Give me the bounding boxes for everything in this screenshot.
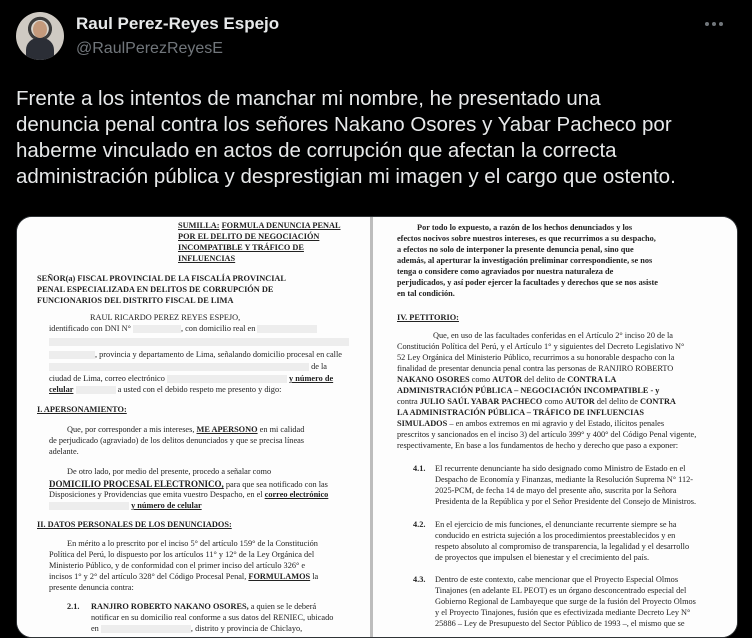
doc-text: y número de celular bbox=[131, 501, 202, 510]
tweet-line: haberme vinculado en actos de corrupción que afectan la correcta bbox=[16, 139, 617, 162]
doc-text: identificado con DNI N° bbox=[49, 324, 131, 333]
doc-text: De otro lado, por medio del presente, procedo a señalar como bbox=[67, 467, 272, 476]
doc-text: FORMULAMOS bbox=[248, 572, 311, 581]
doc-text: tenga o considere como agraviados por nuestra naturaleza de bbox=[397, 267, 614, 276]
doc-text: Gobierno Regional de Lambayeque que surge de la fusión del Proyecto Olmos bbox=[435, 597, 696, 606]
doc-text: AUTOR bbox=[492, 375, 523, 384]
tweet-line: denuncia penal contra los señores Nakano Osores y Yabar Pacheco por bbox=[16, 113, 672, 136]
doc-text: – en ambos extremos en mi agravio y del Estado, ilícitos penales bbox=[449, 419, 665, 428]
doc-text: correo electrónico bbox=[264, 490, 329, 499]
doc-text: El recurrente denunciante ha sido designado como Ministro de Estado en el bbox=[435, 464, 686, 473]
doc-text: respeto absoluto al compromiso de transparencia, la legalidad y el desarrollo bbox=[435, 542, 690, 551]
item-number: 4.3. bbox=[413, 575, 426, 584]
doc-text: a efectos no solo de interponer la presente denuncia penal, sino que bbox=[397, 245, 634, 254]
doc-text: , distrito y provincia de Chiclayo, bbox=[190, 624, 303, 633]
sumilla-label: SUMILLA: bbox=[178, 221, 220, 230]
doc-text: a usted con el debido respeto me presento y digo: bbox=[117, 385, 282, 394]
doc-text: y número de bbox=[289, 374, 334, 383]
doc-text: Dentro de este contexto, cabe mencionar que el Proyecto Especial Olmos bbox=[435, 575, 679, 584]
doc-text: POR EL DELITO DE NEGOCIACIÓN bbox=[178, 232, 320, 241]
doc-text: JULIO SAÚL YABAR PACHECO bbox=[419, 397, 543, 406]
doc-text: notificar en su domicilio real conforme a sus datos del RENIEC, ubicado bbox=[91, 613, 334, 622]
doc-text: la bbox=[312, 572, 319, 581]
doc-text: incisos 1° y 2° del artículo 328° del Código Procesal Penal, bbox=[49, 572, 247, 581]
item-number: 4.1. bbox=[413, 464, 426, 473]
doc-text: en mi calidad bbox=[259, 425, 305, 434]
doc-text: FUNCIONARIOS DEL DISTRITO FISCAL DE LIMA bbox=[37, 296, 234, 305]
doc-text: Que, por corresponder a mis intereses, bbox=[67, 425, 195, 434]
doc-text: Constitución Política del Perú, y el Artículo 1° y siguientes del Decreto Legislativo N° bbox=[397, 342, 685, 351]
doc-text: ciudad de Lima, correo electrónico bbox=[49, 374, 165, 383]
doc-text: del delito de bbox=[524, 375, 566, 384]
doc-text: SEÑOR(a) FISCAL PROVINCIAL DE LA FISCALÍA PROVINCIAL bbox=[37, 274, 286, 283]
document-page-right bbox=[373, 217, 738, 638]
doc-text: , provincia y departamento de Lima, señalando domicilio procesal en calle bbox=[95, 350, 342, 359]
doc-text: Ministerio Público, y de conformidad con el primer inciso del artículo 326° e bbox=[49, 561, 306, 570]
doc-text: presente denuncia contra: bbox=[49, 583, 134, 592]
doc-text: 2025-PCM, de fecha 14 de mayo del presente año, suscrita por la Señora bbox=[435, 486, 677, 495]
doc-text: y el Proyecto Tinajones, fusión que es efectivizada mediante Decreto Ley N° bbox=[435, 608, 691, 617]
doc-text: , con domicilio real en bbox=[180, 324, 256, 333]
doc-text: Política del Perú, lo dispuesto por los artículos 11° y 12° de la Ley Orgánica del bbox=[49, 550, 315, 559]
attached-document-image[interactable] bbox=[16, 216, 738, 638]
doc-text: Tinajones (en adelante EL PEOT) es un órgano desconcentrado especial del bbox=[435, 586, 687, 595]
doc-text: respectivamente, En base a los fundamentos de hecho y derecho que paso a exponer: bbox=[397, 441, 679, 450]
author-name[interactable]: Raul Perez-Reyes Espejo bbox=[76, 14, 280, 33]
doc-text: a quien se le deberá bbox=[250, 602, 317, 611]
author-handle[interactable]: @RaulPerezReyesE bbox=[76, 40, 223, 57]
doc-text: de proyectos que impulsen el bienestar y el crecimiento del país. bbox=[435, 553, 650, 562]
doc-text: efectos nocivos sobre nuestros intereses, es que recurrimos a su despacho, bbox=[397, 234, 656, 243]
doc-text: INFLUENCIAS bbox=[178, 254, 236, 263]
doc-text: CONTRA bbox=[639, 397, 676, 406]
doc-text: En mérito a lo prescrito por el inciso 5° del artículo 159° de la Constitución bbox=[67, 539, 318, 548]
doc-text: del delito de bbox=[596, 397, 638, 406]
doc-text: contra bbox=[397, 397, 418, 406]
doc-text: 25886 – Ley de Presupuesto del Sector Público de 1993 –, el mismo que se bbox=[435, 619, 685, 628]
doc-text: AUTOR bbox=[564, 397, 595, 406]
section-heading: IV. PETITORIO: bbox=[397, 313, 459, 322]
item-number: 4.2. bbox=[413, 520, 426, 529]
tweet-line: administración pública y desprestigian mi imagen y el cargo que ostento. bbox=[16, 165, 676, 188]
doc-text: NAKANO OSORES bbox=[397, 375, 470, 384]
doc-text: de la bbox=[311, 362, 327, 371]
doc-text: para que sea notificado con las bbox=[225, 480, 328, 489]
doc-text: SIMULADOS bbox=[397, 419, 448, 428]
doc-text: En el ejercicio de mis funciones, el denunciante recurrente siempre se ha bbox=[435, 520, 677, 529]
doc-text: celular bbox=[49, 385, 74, 394]
doc-text: en tal condición. bbox=[397, 289, 455, 298]
tweet-text bbox=[16, 86, 741, 190]
doc-text: ADMINISTRACIÓN PÚBLICA – NEGOCIACIÓN INCOMPATIBLE - y bbox=[397, 386, 660, 395]
doc-text: CONTRA LA bbox=[567, 375, 617, 384]
doc-text: RANJIRO ROBERTO NAKANO OSORES, bbox=[91, 602, 249, 611]
doc-text: ME APERSONO bbox=[196, 425, 258, 434]
doc-text: adelante. bbox=[49, 447, 79, 456]
doc-text: RAUL RICARDO PEREZ REYES ESPEJO, bbox=[90, 313, 241, 322]
doc-text: INCOMPATIBLE Y TRÁFICO DE bbox=[178, 243, 304, 252]
doc-text: LA ADMINISTRACIÓN PÚBLICA – TRÁFICO DE INFLUENCIAS bbox=[397, 408, 644, 417]
doc-text: en bbox=[91, 624, 99, 633]
item-number: 2.1. bbox=[67, 602, 80, 611]
section-heading: I. APERSONAMIENTO: bbox=[37, 405, 127, 414]
tweet-line: Frente a los intentos de manchar mi nombre, he presentado una bbox=[16, 87, 601, 110]
avatar[interactable] bbox=[16, 12, 64, 60]
doc-text: además, al aperturar la investigación preliminar correspondiente, se nos bbox=[397, 256, 653, 265]
doc-text: Por todo lo expuesto, a razón de los hechos denunciados y los bbox=[417, 223, 633, 232]
doc-text: conducido en estricta sujeción a los procedimientos preestablecidos y en bbox=[435, 531, 676, 540]
doc-text: finalidad de presentar denuncia penal contra las personas de RANJIRO ROBERTO bbox=[397, 364, 674, 373]
doc-text: como bbox=[471, 375, 491, 384]
doc-text: Despacho de Economía y Finanzas, mediante la Resolución Suprema N° 112- bbox=[435, 475, 694, 484]
document-page-left bbox=[17, 217, 370, 638]
doc-text: FORMULA DENUNCIA PENAL bbox=[221, 221, 341, 230]
doc-text: Disposiciones y Providencias que emita vuestro Despacho, en el bbox=[49, 490, 263, 499]
doc-text: perjudicados, y así poder ejercer la facultades y derechos que se nos asiste bbox=[397, 278, 658, 287]
more-options-icon[interactable] bbox=[702, 14, 726, 34]
doc-text: Presidenta de la República y por el Señor Presidente del Consejo de Ministros. bbox=[435, 497, 697, 506]
doc-text: de perjudicado (agraviado) de los delitos denunciados y que se precisa líneas bbox=[49, 436, 305, 445]
doc-text: prescritos y sancionados en el inciso 3) del artículo 399° y 400° del Código Penal vigente, bbox=[397, 430, 697, 439]
doc-text: 52 Ley Orgánica del Ministerio Público, recurrimos a su honorable despacho con la bbox=[397, 353, 675, 362]
doc-text: PENAL ESPECIALIZADA EN DELITOS DE CORRUPCIÓN DE bbox=[37, 285, 274, 294]
doc-text: Que, en uso de las facultades conferidas en el Artículo 2° inciso 20 de la bbox=[433, 331, 673, 340]
doc-text: DOMICILIO PROCESAL ELECTRONICO, bbox=[49, 479, 224, 489]
doc-text: como bbox=[544, 397, 563, 406]
section-heading: II. DATOS PERSONALES DE LOS DENUNCIADOS: bbox=[37, 520, 232, 529]
